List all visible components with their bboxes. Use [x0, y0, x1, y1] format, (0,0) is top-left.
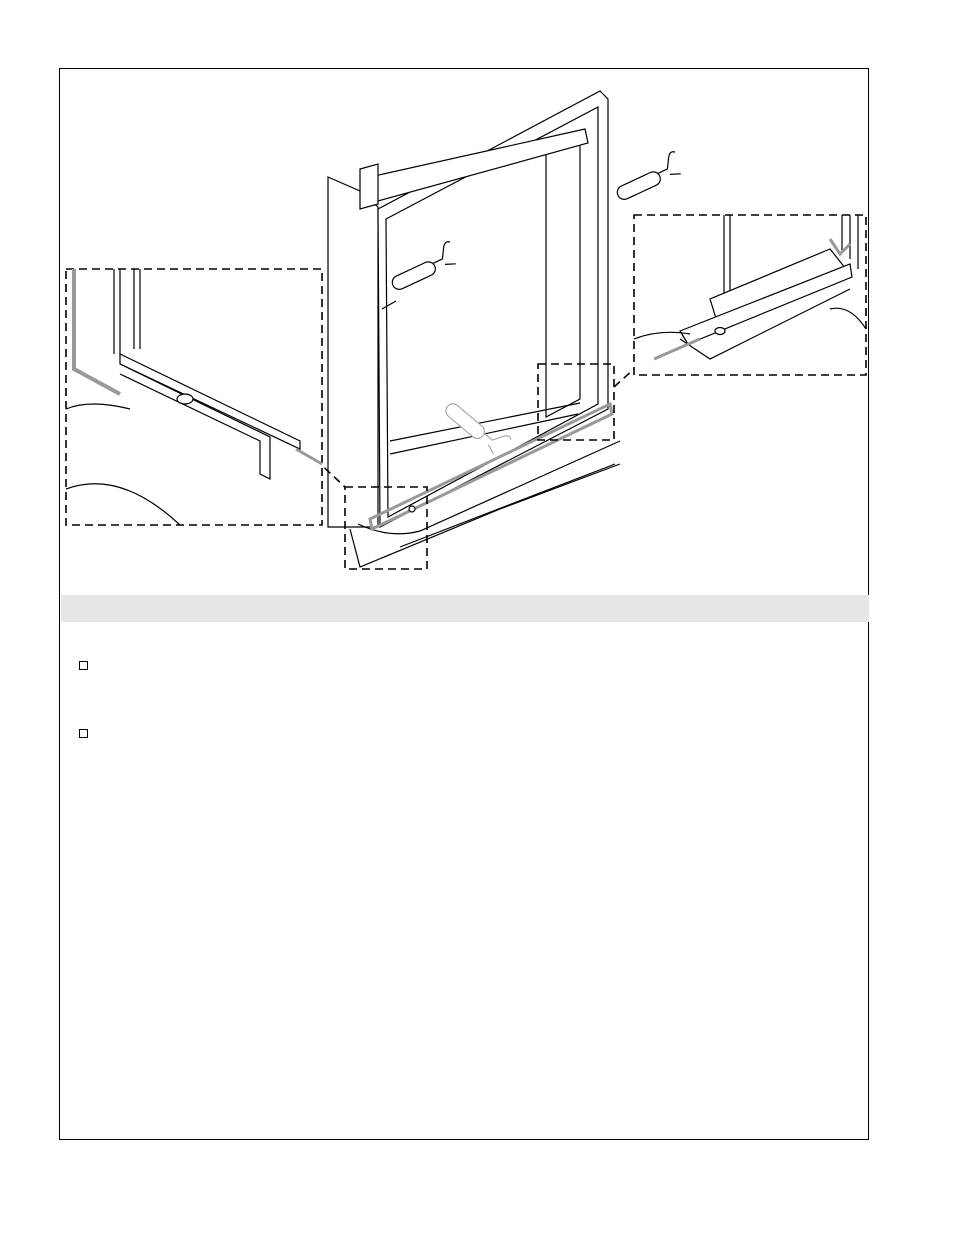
checkbox-icon: [79, 729, 88, 738]
installation-illustration: [60, 69, 868, 594]
section-banner: [61, 595, 869, 622]
list-item: [79, 727, 840, 738]
caulk-gun-icon: [611, 151, 684, 202]
detail-inset-right: [634, 215, 866, 375]
page-frame: [59, 68, 869, 1140]
shower-door-frame: [360, 91, 612, 529]
list-item: [79, 659, 840, 670]
detail-inset-left: [66, 269, 322, 525]
checkbox-icon: [79, 661, 88, 670]
